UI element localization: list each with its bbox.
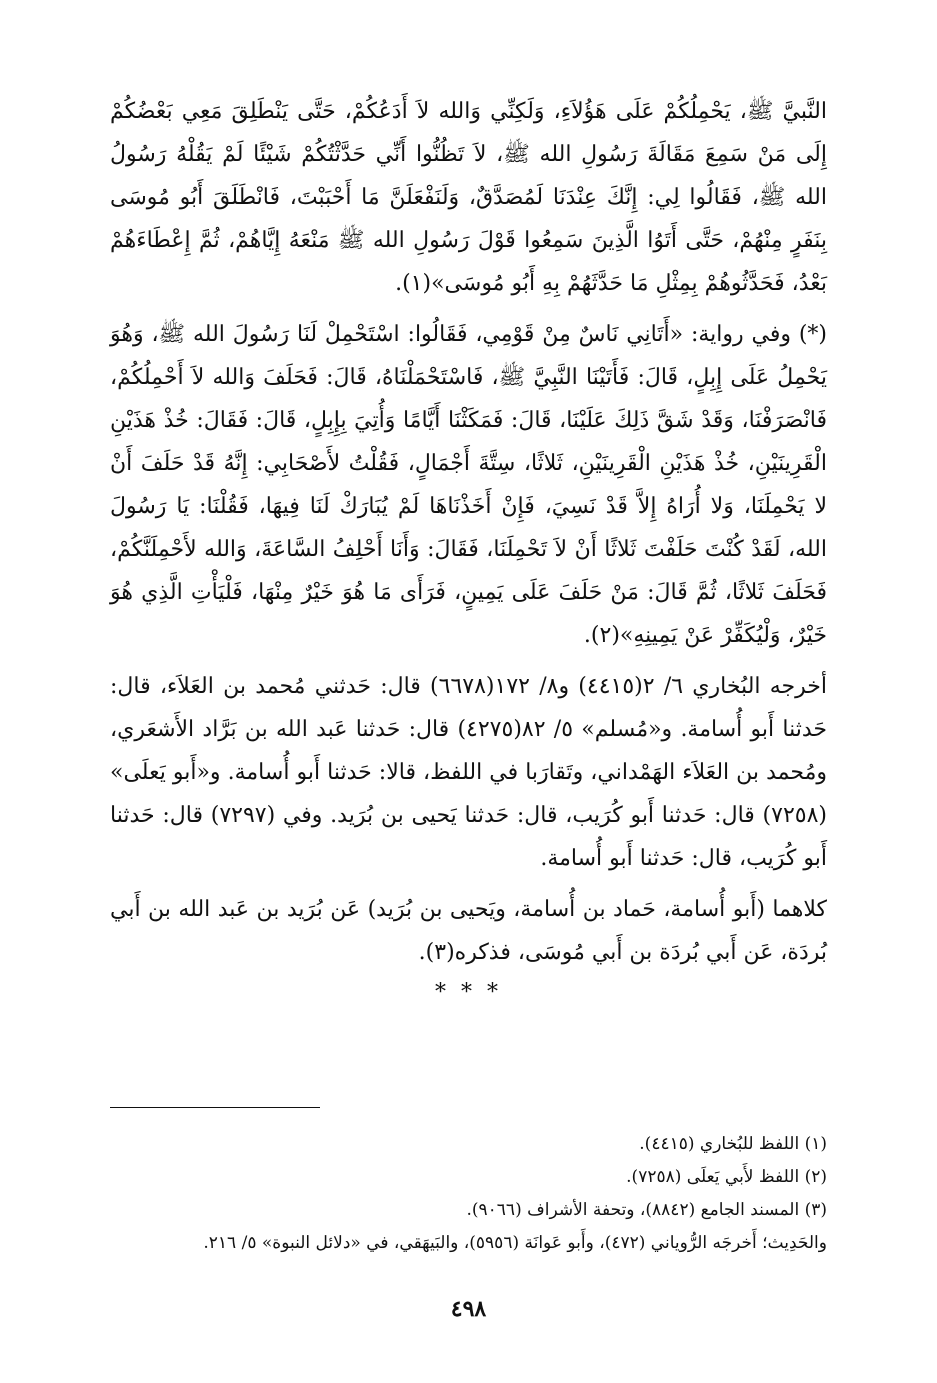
section-separator: * * * — [435, 980, 502, 1005]
footnote-3-continuation: والحَدِيث؛ أَخرجَه الرُّوياني (٤٧٢)، وأَبو عَوانَة (٥٩٥٦)، والبَيهَقي، في «دلائل النبوة» ٥/ ٢١٦. — [203, 1233, 827, 1253]
paragraph-variant-narration: (*) وفي رواية: «أَتَانِي نَاسٌ مِنْ قَوْمِي، فَقَالُوا: اسْتَحْمِلْ لَنَا رَسُولَ الله ﷺ، وَهُوَ يَحْمِلُ عَلَى إِبِلٍ، قَالَ: فَأَتَيْنَا النَّبِيَّ ﷺ، فَاسْتَحْمَلْنَاهُ، قَالَ: فَحَلَفَ وَالله لاَ أَحْمِلُكُمْ، فَانْصَرَفْنَا، وَقَدْ شَقَّ ذَلِكَ عَلَيْنَا، قَالَ: فَمَكَثْنَا أَيَّامًا وَأُتِيَ بِإِبِلٍ، قَالَ: فَقَالَ: خُذْ هَذَيْنِ الْقَرِينَيْنِ، خُذْ هَذَيْنِ الْقَرِينَيْنِ، ثَلاثًا، سِتَّةَ أَجْمَالٍ، فَقُلْتُ لأَصْحَابِي: إِنَّهُ قَدْ حَلَفَ أَنْ لا يَحْمِلَنَا، وَلا أُرَاهُ إِلاَّ قَدْ نَسِيَ، فَإِنْ أَخَذْنَاهَا لَمْ يُبَارَكْ لَنَا فِيهَا، فَقُلْنَا: يَا رَسُولَ الله، لَقَدْ كُنْتَ حَلَفْتَ ثَلاثًا أَنْ لاَ تَحْمِلَنَا، فَقَالَ: وَأَنَا أَحْلِفُ السَّاعَةَ، وَالله لأَحْمِلَنَّكُمْ، فَحَلَفَ ثَلاثًا، ثُمَّ قَالَ: مَنْ حَلَفَ عَلَى يَمِينٍ، فَرَأَى مَا هُوَ خَيْرٌ مِنْهَا، فَلْيَأْتِ الَّذِي هُوَ خَيْرٌ، وَلْيُكَفِّرْ عَنْ يَمِينِهِ»(٢). — [110, 322, 827, 648]
page-number: ٤٩٨ — [450, 1296, 487, 1322]
main-text — [110, 90, 827, 1008]
footnote-1: (١) اللفظ للبُخاري (٤٤١٥). — [639, 1134, 827, 1154]
paragraph-isnad: كلاهما (أَبو أُسامة، حَماد بن أُسامة، ويَحيى بن بُرَيد) عَن بُرَيد بن عَبد الله بن أَبي بُردَة، عَن أَبي بُردَة بن أَبي مُوسَى، فذكره(٣). — [110, 897, 827, 965]
footnote-2: (٢) اللفظ لأَبي يَعلَى (٧٢٥٨). — [626, 1167, 827, 1187]
footnotes — [110, 1128, 827, 1260]
paragraph-hadith-continuation: النَّبيَّ ﷺ، يَحْمِلُكُمْ عَلَى هَؤُلاَءِ، وَلَكِنِّي وَالله لاَ أَدَعُكُمْ، حَتَّى يَنْطَلِقَ مَعِي بَعْضُكُمْ إِلَى مَنْ سَمِعَ مَقَالَةَ رَسُولِ الله ﷺ، لاَ تَظُنُّوا أَنِّي حَدَّثْتُكُمْ شَيْئًا لَمْ يَقُلْهُ رَسُولُ الله ﷺ، فَقَالُوا لِي: إِنَّكَ عِنْدَنَا لَمُصَدَّقٌ، وَلَنَفْعَلَنَّ مَا أَحْبَبْتَ، فَانْطَلَقَ أَبُو مُوسَى بِنَفَرٍ مِنْهُمْ، حَتَّى أَتَوُا الَّذِينَ سَمِعُوا قَوْلَ رَسُولِ الله ﷺ مَنْعَهُ إِيَّاهُمْ، ثُمَّ إِعْطَاءَهُمْ بَعْدُ، فَحَدَّثُوهُمْ بِمِثْلِ مَا حَدَّثَهُمْ بِهِ أَبُو مُوسَى»(١). — [110, 99, 827, 296]
footnote-divider — [110, 1107, 320, 1108]
paragraph-takhrij: أخرجه البُخاري ٦/ ٢(٤٤١٥) و٨/ ١٧٢(٦٦٧٨) قال: حَدثني مُحمد بن العَلاَء، قال: حَدثنا أَبو أُسامة. و«مُسلم» ٥/ ٨٢(٤٢٧٥) قال: حَدثنا عَبد الله بن بَرَّاد الأَشعَري، ومُحمد بن العَلاَء الهَمْداني، وتَقارَبا في اللفظ، قالا: حَدثنا أَبو أُسامة. و«أَبو يَعلَى» (٧٢٥٨) قال: حَدثنا أَبو كُرَيب، قال: حَدثنا يَحيى بن بُرَيد. وفي (٧٢٩٧) قال: حَدثنا أَبو كُرَيب، قال: حَدثنا أَبو أُسامة. — [110, 674, 827, 871]
footnote-3: (٣) المسند الجامع (٨٨٤٢)، وتحفة الأشراف (٩٠٦٦). — [466, 1200, 827, 1220]
